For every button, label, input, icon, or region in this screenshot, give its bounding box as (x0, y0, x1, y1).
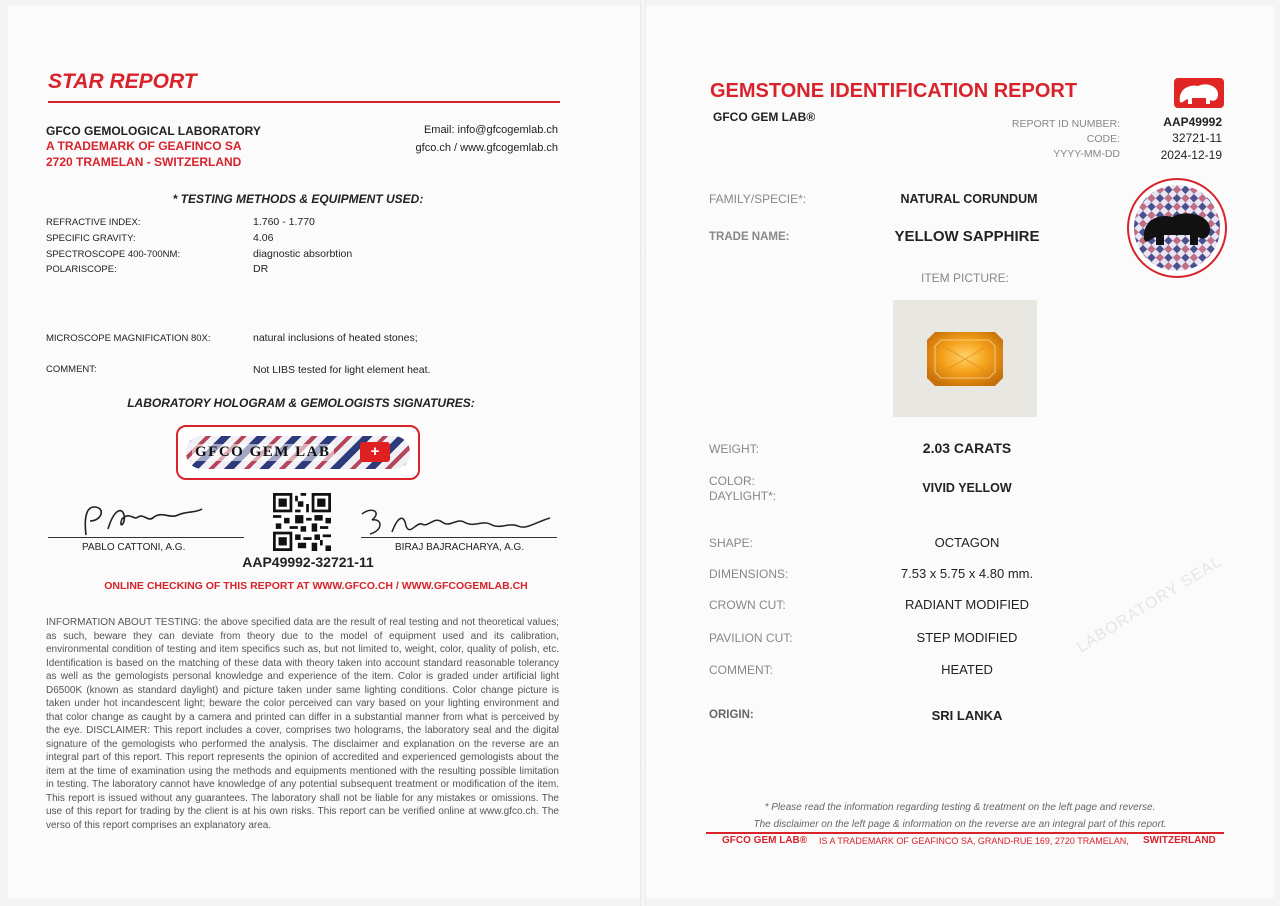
color-label: COLOR: (709, 474, 756, 488)
test-value: DR (253, 263, 269, 275)
gemstone-report-page (646, 6, 1274, 898)
meta-label: CODE: (1086, 133, 1120, 145)
swiss-flag-icon: + (360, 442, 390, 462)
notice-line-2: The disclaimer on the left page & information on the reverse are an integral part of this report. (753, 819, 1167, 830)
weight-value: 2.03 CARATS (922, 440, 1012, 456)
hologram-text: GFCO GEM LAB (192, 444, 334, 461)
test-value: 1.760 - 1.770 (253, 216, 315, 228)
test-label: MICROSCOPE MAGNIFICATION 80X: (46, 333, 211, 344)
gemologist-name: BIRAJ BAJRACHARYA, A.G. (395, 542, 525, 553)
report-full-id: AAP49992-32721-11 (242, 554, 374, 570)
crown-cut-value: RADIANT MODIFIED (905, 597, 1029, 612)
laboratory-seal-icon (1126, 177, 1228, 279)
lab-website[interactable]: gfco.ch / www.gfcogemlab.ch (415, 142, 558, 154)
item-picture-label: ITEM PICTURE: (921, 271, 1010, 285)
crown-cut-label: CROWN CUT: (709, 598, 786, 612)
report-code: 32721-11 (1172, 131, 1222, 145)
seal-watermark: LABORATORY SEAL (1073, 552, 1226, 657)
report-date: 2024-12-19 (1160, 148, 1222, 162)
lab-address: 2720 TRAMELAN - SWITZERLAND (46, 155, 242, 169)
comment-label: COMMENT: (709, 663, 773, 677)
origin-label: ORIGIN: (709, 709, 754, 721)
origin-value: SRI LANKA (931, 708, 1003, 723)
hologram (176, 425, 420, 480)
family-value: NATURAL CORUNDUM (900, 192, 1038, 206)
test-label: SPECTROSCOPE 400-700NM: (46, 249, 181, 260)
qr-code-icon[interactable] (273, 493, 331, 551)
test-value: natural inclusions of heated stones; (253, 332, 418, 344)
pavilion-cut-value: STEP MODIFIED (916, 630, 1018, 645)
gemologist-name: PABLO CATTONI, A.G. (82, 542, 186, 553)
test-label: COMMENT: (46, 364, 97, 375)
test-value: diagnostic absorbtion (253, 248, 353, 260)
test-label: REFRACTIVE INDEX: (46, 217, 141, 228)
star-report-page (8, 6, 640, 898)
footer-rule (706, 832, 1224, 834)
comment-value: HEATED (941, 662, 993, 677)
notice-line-1: * Please read the information regarding testing & treatment on the left page and reverse. (764, 802, 1156, 813)
trade-name-value: YELLOW SAPPHIRE (894, 228, 1040, 245)
report-id-number: AAP49992 (1163, 115, 1222, 129)
test-label: SPECIFIC GRAVITY: (46, 233, 136, 244)
color-label-daylight: DAYLIGHT*: (709, 489, 777, 503)
trade-name-label: TRADE NAME: (709, 231, 790, 243)
gemstone-photo (893, 300, 1037, 417)
footer-country: SWITZERLAND (1143, 835, 1216, 846)
title-rule (48, 101, 560, 103)
footer-trademark: IS A TRADEMARK OF GEAFINCO SA, GRAND-RUE 169, 2720 TRAMELAN, (819, 836, 1129, 846)
signature-bajracharya-icon (358, 502, 558, 542)
family-label: FAMILY/SPECIE*: (709, 192, 807, 206)
weight-label: WEIGHT: (709, 442, 759, 456)
testing-methods-title: * TESTING METHODS & EQUIPMENT USED: (172, 192, 424, 206)
signature-cattoni-icon (78, 499, 208, 539)
lab-name: GFCO GEMOLOGICAL LABORATORY (46, 124, 261, 138)
lab-name: GFCO GEM LAB® (713, 110, 816, 124)
meta-label: REPORT ID NUMBER: (1011, 118, 1120, 130)
test-label: POLARISCOPE: (46, 264, 117, 275)
lab-trademark: A TRADEMARK OF GEAFINCO SA (46, 139, 242, 153)
signature-line (48, 537, 244, 538)
meta-label: YYYY-MM-DD (1053, 148, 1120, 160)
pavilion-cut-label: PAVILION CUT: (709, 631, 793, 645)
color-value: VIVID YELLOW (922, 481, 1012, 495)
signature-line (361, 537, 557, 538)
elephant-logo-icon (1174, 78, 1224, 108)
star-report-title: STAR REPORT (48, 70, 197, 93)
report-title: GEMSTONE IDENTIFICATION REPORT (710, 80, 1078, 102)
test-value: Not LIBS tested for light element heat. (253, 364, 431, 376)
dimensions-value: 7.53 x 5.75 x 4.80 mm. (900, 566, 1034, 581)
lab-email[interactable]: Email: info@gfcogemlab.ch (423, 124, 558, 136)
shape-value: OCTAGON (934, 535, 1000, 550)
shape-label: SHAPE: (709, 536, 754, 550)
online-check-link[interactable]: ONLINE CHECKING OF THIS REPORT AT WWW.GFCO.CH / WWW.GFCOGEMLAB.CH (104, 580, 528, 592)
test-value: 4.06 (253, 232, 274, 244)
signatures-title: LABORATORY HOLOGRAM & GEMOLOGISTS SIGNATURES: (127, 396, 475, 410)
footer-lab-name: GFCO GEM LAB® (722, 835, 808, 846)
dimensions-label: DIMENSIONS: (709, 567, 789, 581)
testing-disclaimer: INFORMATION ABOUT TESTING: the above specified data are the result of real testing and not theoretical values; as such, beware they can deviate from theory due to the model of equipment used and its calibration, environmental condition of testing and item specifics such as, but not limited to, weight, color, quality of polish, etc. Identification is based on the matching of these data with theory taken into account standard reasonable tolerancy as well as the gemologists personal knowledge and experience of the item. Color is graded under artificial light D6500K (known as standard daylight) and picture taken under same lighting conditions. Color change picture is taken under hot incandescent light; beware the color perceived can vary based on your lighting environment and that color change as caught by a camera and printed can differ in a substantial manner from what is perceived by the eye. DISCLAIMER: This report includes a cover, comprises two holograms, the laboratory seal and the digital signature of the gemologists who performed the analysis. The disclaimer and explanation on the reverse are an integral part of this report. This report represents the opinion of accredited and experienced gemologists about the item at the time of examination using the methods and equipments mentioned with the resulting possible limitation in testing. The laboratory cannot have knowledge of any potential subsequent treatment or modification of the item. This report is issued without any guarantees. The laboratory shall not be liable for any mistakes or omissions. The use of this report for trading by the client is at his own risks. This report can be verified online at www.gfco.ch. The verso of this report comprises an explanatory area. (46, 617, 559, 831)
